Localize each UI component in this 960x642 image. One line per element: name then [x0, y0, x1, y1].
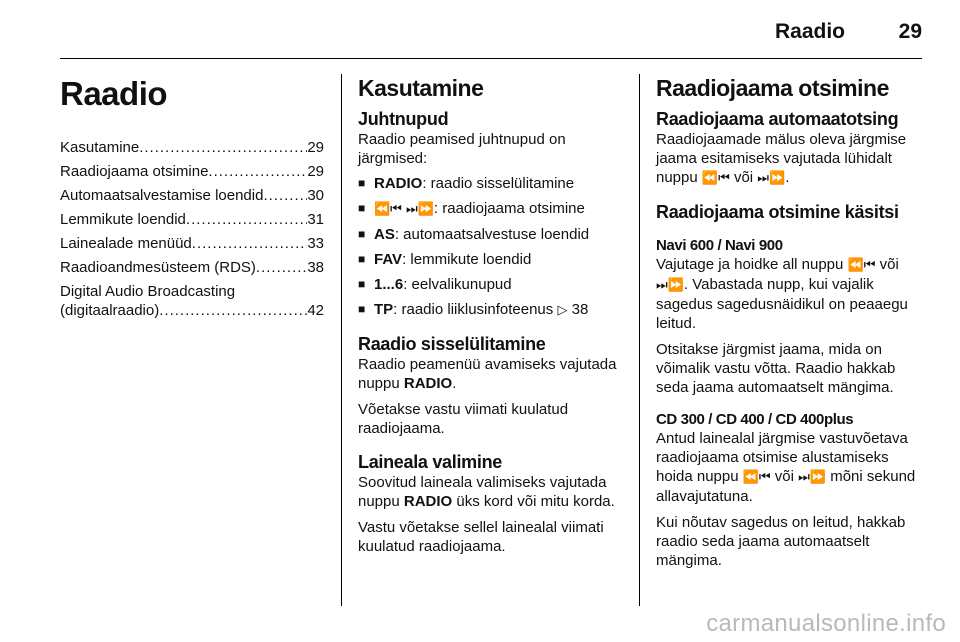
column-divider-1	[341, 74, 342, 606]
station-search-column	[656, 74, 926, 570]
toc-item[interactable]: Automaatsalvestamise loendid ..... 30	[60, 186, 324, 205]
subsection-heading: Raadiojaama otsimine käsitsi	[656, 202, 899, 222]
section-title: Kasutamine	[358, 75, 484, 101]
section-title: Raadiojaama otsimine	[656, 75, 889, 101]
subsection-heading: Raadiojaama automaatotsing	[656, 109, 899, 129]
list-item: ■ AS: automaatsalvestuse loendid	[358, 225, 628, 244]
toc-item[interactable]: Lainealade menüüd ..... 33	[60, 234, 324, 253]
subsection-heading: Juhtnupud	[358, 109, 449, 129]
header-title: Raadio	[774, 20, 845, 43]
toc-item[interactable]: Raadioandmesüsteem (RDS) ..... 38	[60, 258, 324, 277]
paragraph: Otsitakse järgmist jaama, mida on võimalik vastu võtta. Raadio hakkab seda jaama automaatselt mängima.	[656, 341, 896, 396]
controls-list	[358, 174, 628, 320]
list-item: ■ 1...6: eelvalikunupud	[358, 275, 628, 294]
chapter-title: Raadio	[60, 75, 168, 112]
column-divider-2	[639, 74, 640, 606]
page-header	[0, 0, 960, 60]
seek-buttons-icon: ⏪⏮ ⏭⏩	[374, 202, 434, 217]
list-item: ■ RADIO: raadio sisselülitamine	[358, 174, 628, 193]
page-number: 29	[898, 20, 922, 43]
seek-back-icon: ⏪⏮	[701, 171, 730, 186]
toc-item[interactable]: Kasutamine ..... 29	[60, 138, 324, 157]
toc-item[interactable]: Lemmikute loendid ..... 31	[60, 210, 324, 229]
list-item: ■ FAV: lemmikute loendid	[358, 250, 628, 269]
usage-column	[358, 74, 628, 556]
seek-forward-icon: ⏭⏩	[757, 171, 786, 186]
toc-item[interactable]: Raadiojaama otsimine ..... 29	[60, 162, 324, 181]
toc-column	[60, 74, 324, 325]
page-reference[interactable]: 38	[571, 301, 589, 318]
seek-back-icon: ⏪⏮	[847, 258, 876, 273]
seek-forward-icon: ⏭⏩	[656, 278, 684, 293]
paragraph: Raadio peamised juhtnupud on järgmised:	[358, 131, 566, 167]
subsection-heading: Laineala valimine	[358, 452, 502, 472]
seek-forward-icon: ⏭⏩	[798, 470, 827, 485]
arrow-ref-icon: ▷	[557, 303, 568, 318]
model-subheading: CD 300 / CD 400 / CD 400plus	[656, 411, 854, 428]
watermark: carmanualsonline.info	[706, 610, 946, 637]
header-rule	[60, 58, 922, 59]
paragraph: Vastu võetakse sellel lainealal viimati kuulatud raadiojaama.	[358, 519, 604, 555]
model-subheading: Navi 600 / Navi 900	[656, 237, 783, 254]
paragraph: Antud lainealal järgmise vastuvõetava raadiojaama otsimise alustamiseks hoida nuppu ⏪⏮ või ⏭⏩ mõni sekund allavajutatuna.	[656, 430, 916, 505]
paragraph: Raadiojaamade mälus oleva järgmise jaama esitamiseks vajutada lühidalt nuppu ⏪⏮ või ⏭⏩.	[656, 131, 907, 186]
list-item: ■ TP: raadio liiklusinfoteenus ▷ 38	[358, 300, 628, 320]
list-item: ■ ⏪⏮ ⏭⏩: raadiojaama otsimine	[358, 199, 628, 219]
toc-item[interactable]: Digital Audio Broadcasting (digitaalraadio) ..... 42	[60, 282, 324, 320]
paragraph: Raadio peamenüü avamiseks vajutada nuppu RADIO.	[358, 356, 617, 392]
paragraph: Võetakse vastu viimati kuulatud raadiojaama.	[358, 401, 569, 437]
paragraph: Soovitud laineala valimiseks vajutada nuppu RADIO üks kord või mitu korda.	[358, 474, 615, 510]
paragraph: Kui nõutav sagedus on leitud, hakkab raadio seda jaama automaatselt mängima.	[656, 514, 906, 569]
paragraph: Vajutage ja hoidke all nuppu ⏪⏮ või ⏭⏩. Vabastada nupp, kui vajalik sagedus sagedusnäidikul on peaaegu leitud.	[656, 256, 908, 332]
seek-back-icon: ⏪⏮	[742, 470, 771, 485]
subsection-heading: Raadio sisselülitamine	[358, 334, 546, 354]
